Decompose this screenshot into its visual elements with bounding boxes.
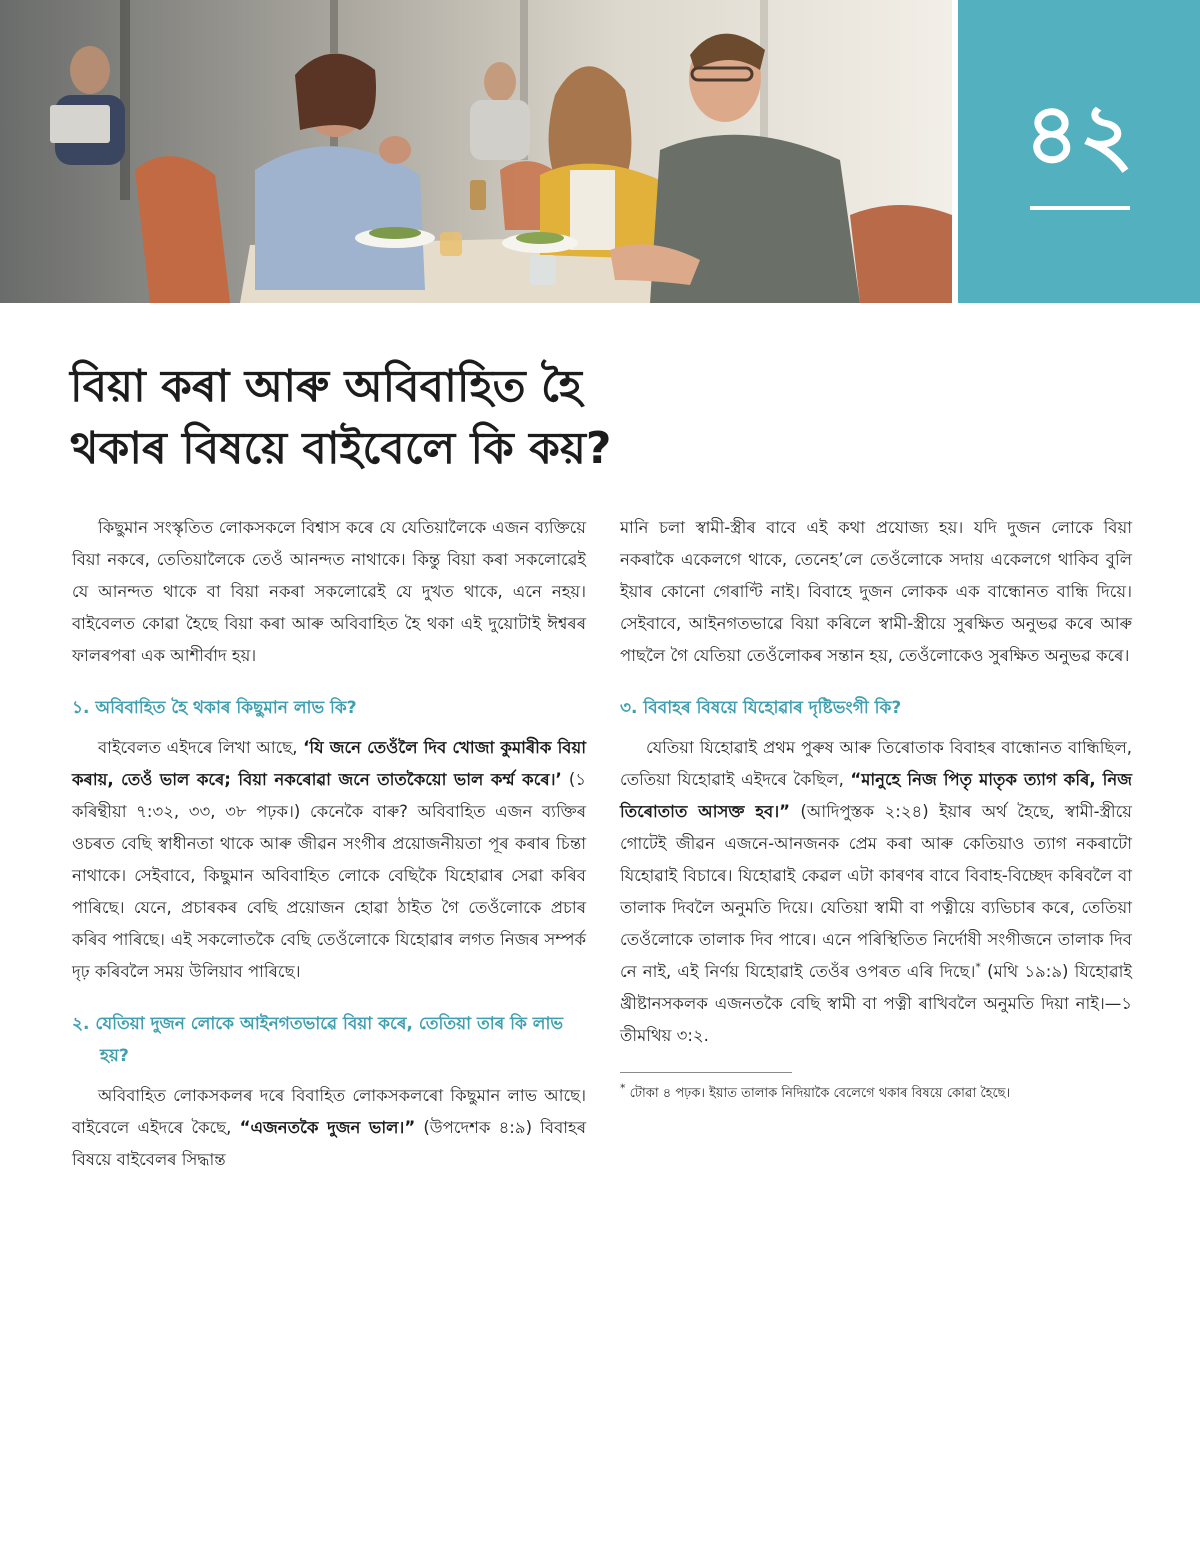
page-title — [70, 356, 850, 480]
left-column — [72, 512, 586, 1176]
header-photo — [0, 0, 952, 303]
section-1-paragraph — [72, 732, 586, 988]
section-3-heading: ৩. বিবাহৰ বিষয়ে যিহোৱাৰ দৃষ্টিভংগী কি? — [620, 698, 902, 718]
section-2-paragraph — [72, 1080, 586, 1176]
footnote-mark: * — [620, 1081, 626, 1095]
section-2-heading: ২. যেতিয়া দুজন লোকে আইনগতভাৱে বিয়া কৰে, তেতিয়া তাৰ কি লাভ হয়? — [72, 1014, 564, 1066]
cafe-scene-illustration — [0, 0, 952, 303]
footnote-divider — [620, 1072, 792, 1073]
intro-paragraph: কিছুমান সংস্কৃতিত লোকসকলে বিশ্বাস কৰে যে যেতিয়ালৈকে এজন ব্যক্তিয়ে বিয়া নকৰে, তেতিয়ালৈকে তেওঁ আনন্দত নাথাকে। কিন্তু বিয়া কৰা সকলোৱেই যে আনন্দত থাকে বা বিয়া নকৰা সকলোৱেই যে দুখত থাকে, এনে নহয়। বাইবেলত কোৱা হৈছে বিয়া কৰা আৰু অবিবাহিত হৈ থকা এই দুয়োটাই ঈশ্বৰৰ ফালৰপৰা এক আশীৰ্বাদ হয়। — [72, 518, 586, 665]
section-1-text-b: (১ কৰিন্থীয়া ৭:৩২, ৩৩, ৩৮ পঢ়ক।) কেনেকৈ বাৰু? অবিবাহিত এজন ব্যক্তিৰ ওচৰত বেছি স্বাধীনতা থাকে আৰু জীৱন সংগীৰ প্ৰয়োজনীয়তা পূৰ কৰাৰ চিন্তা নাথাকে। সেইবাবে, কিছুমান অবিবাহিত লোকে বেছিকৈ যিহোৱাৰ সেৱা কৰিব পাৰিছে। যেনে, প্ৰচাৰকৰ বেছি প্ৰয়োজন হোৱা ঠাইত গৈ তেওঁলোকে প্ৰচাৰ কৰিব পাৰিছে। এই সকলোতকৈ বেছি তেওঁলোকে যিহোৱাৰ লগত নিজৰ সম্পৰ্ক দৃঢ় কৰিবলৈ সময় উলিয়াব পাৰিছে। — [72, 770, 586, 981]
page-title-line-1: বিয়া কৰা আৰু অবিবাহিত হৈ — [70, 361, 582, 412]
right-column — [620, 512, 1132, 1105]
section-2-paragraph-continued: মানি চলা স্বামী-স্ত্ৰীৰ বাবে এই কথা প্ৰযোজ্য হয়। যদি দুজন লোকে বিয়া নকৰাকৈ একেলগে থাকে, তেনেহ’লে তেওঁলোকে সদায় একেলগে থাকিব বুলি ইয়াৰ কোনো গেৰাণ্টি নাই। বিবাহে দুজন লোকক এক বান্ধোনত বান্ধি দিয়ে। সেইবাবে, আইনগতভাৱে বিয়া কৰিলে স্বামী-স্ত্ৰীয়ে সুৰক্ষিত অনুভৱ কৰে আৰু পাছলৈ গৈ যেতিয়া তেওঁলোকৰ সন্তান হয়, তেওঁলোকেও সুৰক্ষিত অনুভৱ কৰে। — [620, 518, 1132, 665]
section-2-text-b: (উপদেশক ৪:৯) বিবাহৰ বিষয়ে বাইবেলৰ সিদ্ধান্ত — [72, 1118, 587, 1169]
section-1-heading: ১. অবিবাহিত হৈ থকাৰ কিছুমান লাভ কি? — [72, 698, 357, 718]
section-3-paragraph — [620, 732, 1132, 1052]
footnote-text: টোকা ৪ পঢ়ক। ইয়াত তালাক নিদিয়াকৈ বেলেগে থকাৰ বিষয়ে কোৱা হৈছে। — [625, 1086, 1011, 1101]
lesson-number-panel — [958, 0, 1200, 303]
page-title-line-2: থকাৰ বিষয়ে বাইবেলে কি কয়? — [70, 423, 612, 474]
footnote-reference[interactable]: * — [975, 960, 981, 974]
section-3-text-a: যেতিয়া যিহোৱাই প্ৰথম পুৰুষ আৰু তিৰোতাক বিবাহৰ বান্ধোনত বান্ধিছিল, তেতিয়া যিহোৱাই এইদৰে কৈছিল, — [620, 738, 1132, 789]
section-3-text-c: (মথি ১৯:৯) যিহোৱাই খ্ৰীষ্টানসকলক এজনতকৈ বেছি স্বামী বা পত্নী ৰাখিবলৈ অনুমতি দিয়া নাই।—১ তীমথিয় ৩:২. — [620, 962, 1132, 1045]
section-2-quote: “এজনতকৈ দুজন ভাল।” — [239, 1118, 416, 1137]
lesson-number: ৪২ — [1024, 85, 1134, 183]
section-1-quote: ‘যি জনে তেওঁলৈ দিব খোজা কুমাৰীক বিয়া কৰায়, তেওঁ ভাল কৰে; বিয়া নকৰোৱা জনে তাতকৈয়ো ভাল কৰ্ম্ম কৰে।’ — [72, 738, 586, 789]
section-3-quote: “মানুহে নিজ পিতৃ মাতৃক ত্যাগ কৰি, নিজ তিৰোতাত আসক্ত হব।” — [620, 770, 1132, 821]
lesson-number-underline — [1030, 206, 1130, 210]
footnote — [620, 1083, 1132, 1105]
section-2-text-a: অবিবাহিত লোকসকলৰ দৰে বিবাহিত লোকসকলৰো কিছুমান লাভ আছে। বাইবেলে এইদৰে কৈছে, — [72, 1086, 586, 1137]
section-3-text-b: (আদিপুস্তক ২:২৪) ইয়াৰ অৰ্থ হৈছে, স্বামী-স্ত্ৰীয়ে গোটেই জীৱন এজনে-আনজনক প্ৰেম কৰা আৰু কেতিয়াও ত্যাগ নকৰাটো যিহোৱাই বিচাৰে। যিহোৱাই কেৱল এটা কাৰণৰ বাবে বিবাহ-বিচ্ছেদ কৰিবলৈ বা তালাক দিবলৈ অনুমতি দিয়ে। যেতিয়া স্বামী বা পত্নীয়ে ব্যভিচাৰ কৰে, তেতিয়া তেওঁলোকে তালাক দিব পাৰে। এনে পৰিস্থিতিত নিৰ্দোষী সংগীজনে তালাক দিব নে নাই, এই নিৰ্ণয় যিহোৱাই তেওঁৰ ওপৰত এৰি দিছে। — [620, 802, 1132, 981]
section-1-text-a: বাইবেলত এইদৰে লিখা আছে, — [98, 738, 304, 757]
